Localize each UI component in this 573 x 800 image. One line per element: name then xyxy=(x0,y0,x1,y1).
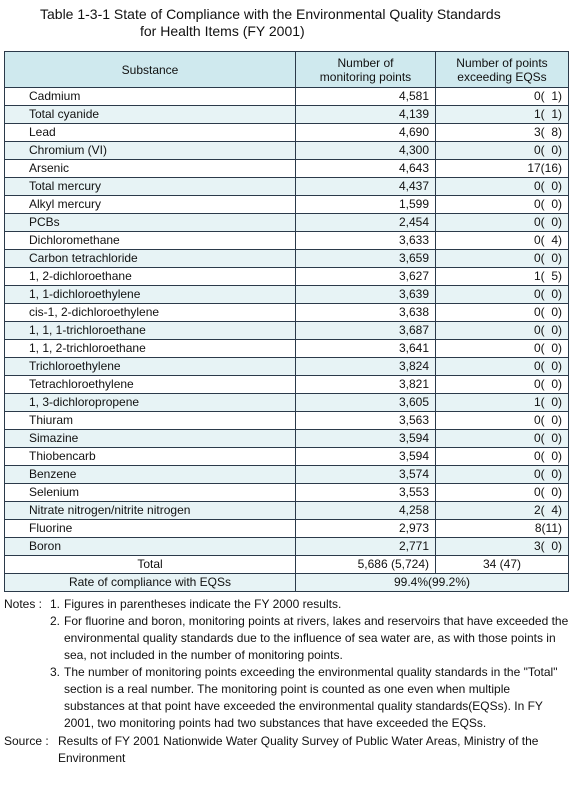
table-row xyxy=(5,232,569,250)
substance-cell: Cadmium xyxy=(5,88,296,106)
total-points: 5,686 (5,724) xyxy=(296,556,436,574)
monitoring-points-cell: 4,437 xyxy=(296,178,436,196)
table-row xyxy=(5,286,569,304)
table-row xyxy=(5,340,569,358)
title-line-1: Table 1-3-1 State of Compliance with the Environmental Quality Standards xyxy=(40,6,501,22)
monitoring-points-cell: 3,563 xyxy=(296,412,436,430)
monitoring-points-cell: 2,454 xyxy=(296,214,436,232)
monitoring-points-cell: 3,553 xyxy=(296,484,436,502)
note-number: 2. xyxy=(50,614,61,628)
table-row xyxy=(5,196,569,214)
substance-cell: cis-1, 2-dichloroethylene xyxy=(5,304,296,322)
exceeding-points-cell: 0( 0) xyxy=(436,196,569,214)
table-row xyxy=(5,88,569,106)
table-row xyxy=(5,502,569,520)
exceeding-points-cell: 0( 0) xyxy=(436,178,569,196)
note-number: 1. xyxy=(50,597,61,611)
note-text: For fluorine and boron, monitoring points at rivers, lakes and reservoirs that have exceeded the environmental quality standards due to the influence of sea water are, as with those points in sea, not included in the number of monitoring points. xyxy=(64,614,569,662)
table-title xyxy=(40,6,560,40)
monitoring-points-cell: 2,771 xyxy=(296,538,436,556)
note-text: The number of monitoring points exceeding the environmental quality standards in the "Total" section is a real number. The monitoring point is counted as one even when multiple substances at that point have exceeded the environmental quality standards(EQSs). In FY 2001, two monitoring points had two substances that have exceeded the EQSs. xyxy=(64,665,558,730)
note-item-1 xyxy=(4,596,570,613)
monitoring-points-cell: 3,687 xyxy=(296,322,436,340)
monitoring-points-cell: 4,258 xyxy=(296,502,436,520)
substance-cell: Simazine xyxy=(5,430,296,448)
substance-cell: Total mercury xyxy=(5,178,296,196)
table-row xyxy=(5,214,569,232)
header-exceeding-line-1: Number of points xyxy=(456,55,548,70)
source-note xyxy=(4,733,570,767)
table-row xyxy=(5,484,569,502)
exceeding-points-cell: 1( 0) xyxy=(436,394,569,412)
substance-cell: 1, 1, 1-trichloroethane xyxy=(5,322,296,340)
substance-cell: 1, 3-dichloropropene xyxy=(5,394,296,412)
total-exceeding: 34 (47) xyxy=(436,556,569,574)
monitoring-points-cell: 3,824 xyxy=(296,358,436,376)
monitoring-points-cell: 3,659 xyxy=(296,250,436,268)
monitoring-points-cell: 3,574 xyxy=(296,466,436,484)
table-row xyxy=(5,538,569,556)
exceeding-points-cell: 0( 0) xyxy=(436,376,569,394)
substance-cell: Benzene xyxy=(5,466,296,484)
exceeding-points-cell: 0( 0) xyxy=(436,286,569,304)
rate-row xyxy=(5,574,569,592)
title-line-2: for Health Items (FY 2001) xyxy=(140,23,305,39)
monitoring-points-cell: 4,139 xyxy=(296,106,436,124)
substance-cell: Lead xyxy=(5,124,296,142)
rate-value: 99.4%(99.2%) xyxy=(296,574,569,592)
table-row xyxy=(5,520,569,538)
table-row xyxy=(5,124,569,142)
exceeding-points-cell: 17(16) xyxy=(436,160,569,178)
monitoring-points-cell: 3,594 xyxy=(296,448,436,466)
monitoring-points-cell: 3,627 xyxy=(296,268,436,286)
monitoring-points-cell: 3,633 xyxy=(296,232,436,250)
exceeding-points-cell: 2( 4) xyxy=(436,502,569,520)
exceeding-points-cell: 0( 0) xyxy=(436,340,569,358)
table-row xyxy=(5,142,569,160)
substance-cell: Nitrate nitrogen/nitrite nitrogen xyxy=(5,502,296,520)
table-row xyxy=(5,250,569,268)
substance-cell: Arsenic xyxy=(5,160,296,178)
exceeding-points-cell: 3( 0) xyxy=(436,538,569,556)
notes-section xyxy=(4,596,570,767)
monitoring-points-cell: 3,605 xyxy=(296,394,436,412)
substance-cell: Alkyl mercury xyxy=(5,196,296,214)
table-row xyxy=(5,178,569,196)
exceeding-points-cell: 0( 0) xyxy=(436,430,569,448)
substance-cell: Boron xyxy=(5,538,296,556)
note-item-3 xyxy=(4,664,570,732)
exceeding-points-cell: 3( 8) xyxy=(436,124,569,142)
source-label: Source : xyxy=(4,734,49,748)
substance-cell: 1, 1, 2-trichloroethane xyxy=(5,340,296,358)
table-row xyxy=(5,394,569,412)
total-label: Total xyxy=(5,556,296,574)
monitoring-points-cell: 1,599 xyxy=(296,196,436,214)
note-number: 3. xyxy=(50,665,61,679)
source-text: Results of FY 2001 Nationwide Water Quality Survey of Public Water Areas, Ministry of the Environment xyxy=(58,734,539,765)
header-monitoring-line-1: Number of xyxy=(337,55,394,70)
monitoring-points-cell: 3,641 xyxy=(296,340,436,358)
table-row xyxy=(5,466,569,484)
rate-label: Rate of compliance with EQSs xyxy=(5,574,296,592)
table-row xyxy=(5,106,569,124)
monitoring-points-cell: 3,821 xyxy=(296,376,436,394)
monitoring-points-cell: 4,690 xyxy=(296,124,436,142)
substance-cell: Selenium xyxy=(5,484,296,502)
exceeding-points-cell: 8(11) xyxy=(436,520,569,538)
table-body xyxy=(5,88,569,592)
header-monitoring-line-2: monitoring points xyxy=(319,69,412,84)
exceeding-points-cell: 0( 0) xyxy=(436,142,569,160)
exceeding-points-cell: 0( 0) xyxy=(436,448,569,466)
table-row xyxy=(5,376,569,394)
substance-cell: Thiuram xyxy=(5,412,296,430)
monitoring-points-cell: 3,639 xyxy=(296,286,436,304)
table-row xyxy=(5,412,569,430)
exceeding-points-cell: 0( 0) xyxy=(436,250,569,268)
exceeding-points-cell: 0( 0) xyxy=(436,412,569,430)
exceeding-points-cell: 0( 0) xyxy=(436,358,569,376)
exceeding-points-cell: 1( 5) xyxy=(436,268,569,286)
header-substance: Substance xyxy=(5,52,296,88)
exceeding-points-cell: 0( 1) xyxy=(436,88,569,106)
substance-cell: 1, 1-dichloroethylene xyxy=(5,286,296,304)
notes-label: Notes : xyxy=(4,597,43,611)
table-row xyxy=(5,160,569,178)
exceeding-points-cell: 0( 4) xyxy=(436,232,569,250)
substance-cell: 1, 2-dichloroethane xyxy=(5,268,296,286)
table-row xyxy=(5,304,569,322)
exceeding-points-cell: 0( 0) xyxy=(436,322,569,340)
compliance-table xyxy=(4,51,569,592)
exceeding-points-cell: 1( 1) xyxy=(436,106,569,124)
exceeding-points-cell: 0( 0) xyxy=(436,466,569,484)
table-row xyxy=(5,268,569,286)
substance-cell: Dichloromethane xyxy=(5,232,296,250)
exceeding-points-cell: 0( 0) xyxy=(436,214,569,232)
total-row xyxy=(5,556,569,574)
note-text: Figures in parentheses indicate the FY 2000 results. xyxy=(64,597,342,611)
substance-cell: Total cyanide xyxy=(5,106,296,124)
substance-cell: Fluorine xyxy=(5,520,296,538)
substance-cell: Tetrachloroethylene xyxy=(5,376,296,394)
exceeding-points-cell: 0( 0) xyxy=(436,304,569,322)
table-row xyxy=(5,430,569,448)
monitoring-points-cell: 4,581 xyxy=(296,88,436,106)
monitoring-points-cell: 4,643 xyxy=(296,160,436,178)
monitoring-points-cell: 3,594 xyxy=(296,430,436,448)
monitoring-points-cell: 4,300 xyxy=(296,142,436,160)
table-row xyxy=(5,448,569,466)
exceeding-points-cell: 0( 0) xyxy=(436,484,569,502)
table-row xyxy=(5,322,569,340)
substance-cell: Carbon tetrachloride xyxy=(5,250,296,268)
substance-cell: PCBs xyxy=(5,214,296,232)
monitoring-points-cell: 2,973 xyxy=(296,520,436,538)
header-monitoring-points xyxy=(296,52,436,88)
substance-cell: Thiobencarb xyxy=(5,448,296,466)
substance-cell: Trichloroethylene xyxy=(5,358,296,376)
note-item-2 xyxy=(4,613,570,664)
header-row xyxy=(5,52,569,88)
monitoring-points-cell: 3,638 xyxy=(296,304,436,322)
header-exceeding-line-2: exceeding EQSs xyxy=(457,69,547,84)
table-row xyxy=(5,358,569,376)
substance-cell: Chromium (VI) xyxy=(5,142,296,160)
header-exceeding-points xyxy=(436,52,569,88)
